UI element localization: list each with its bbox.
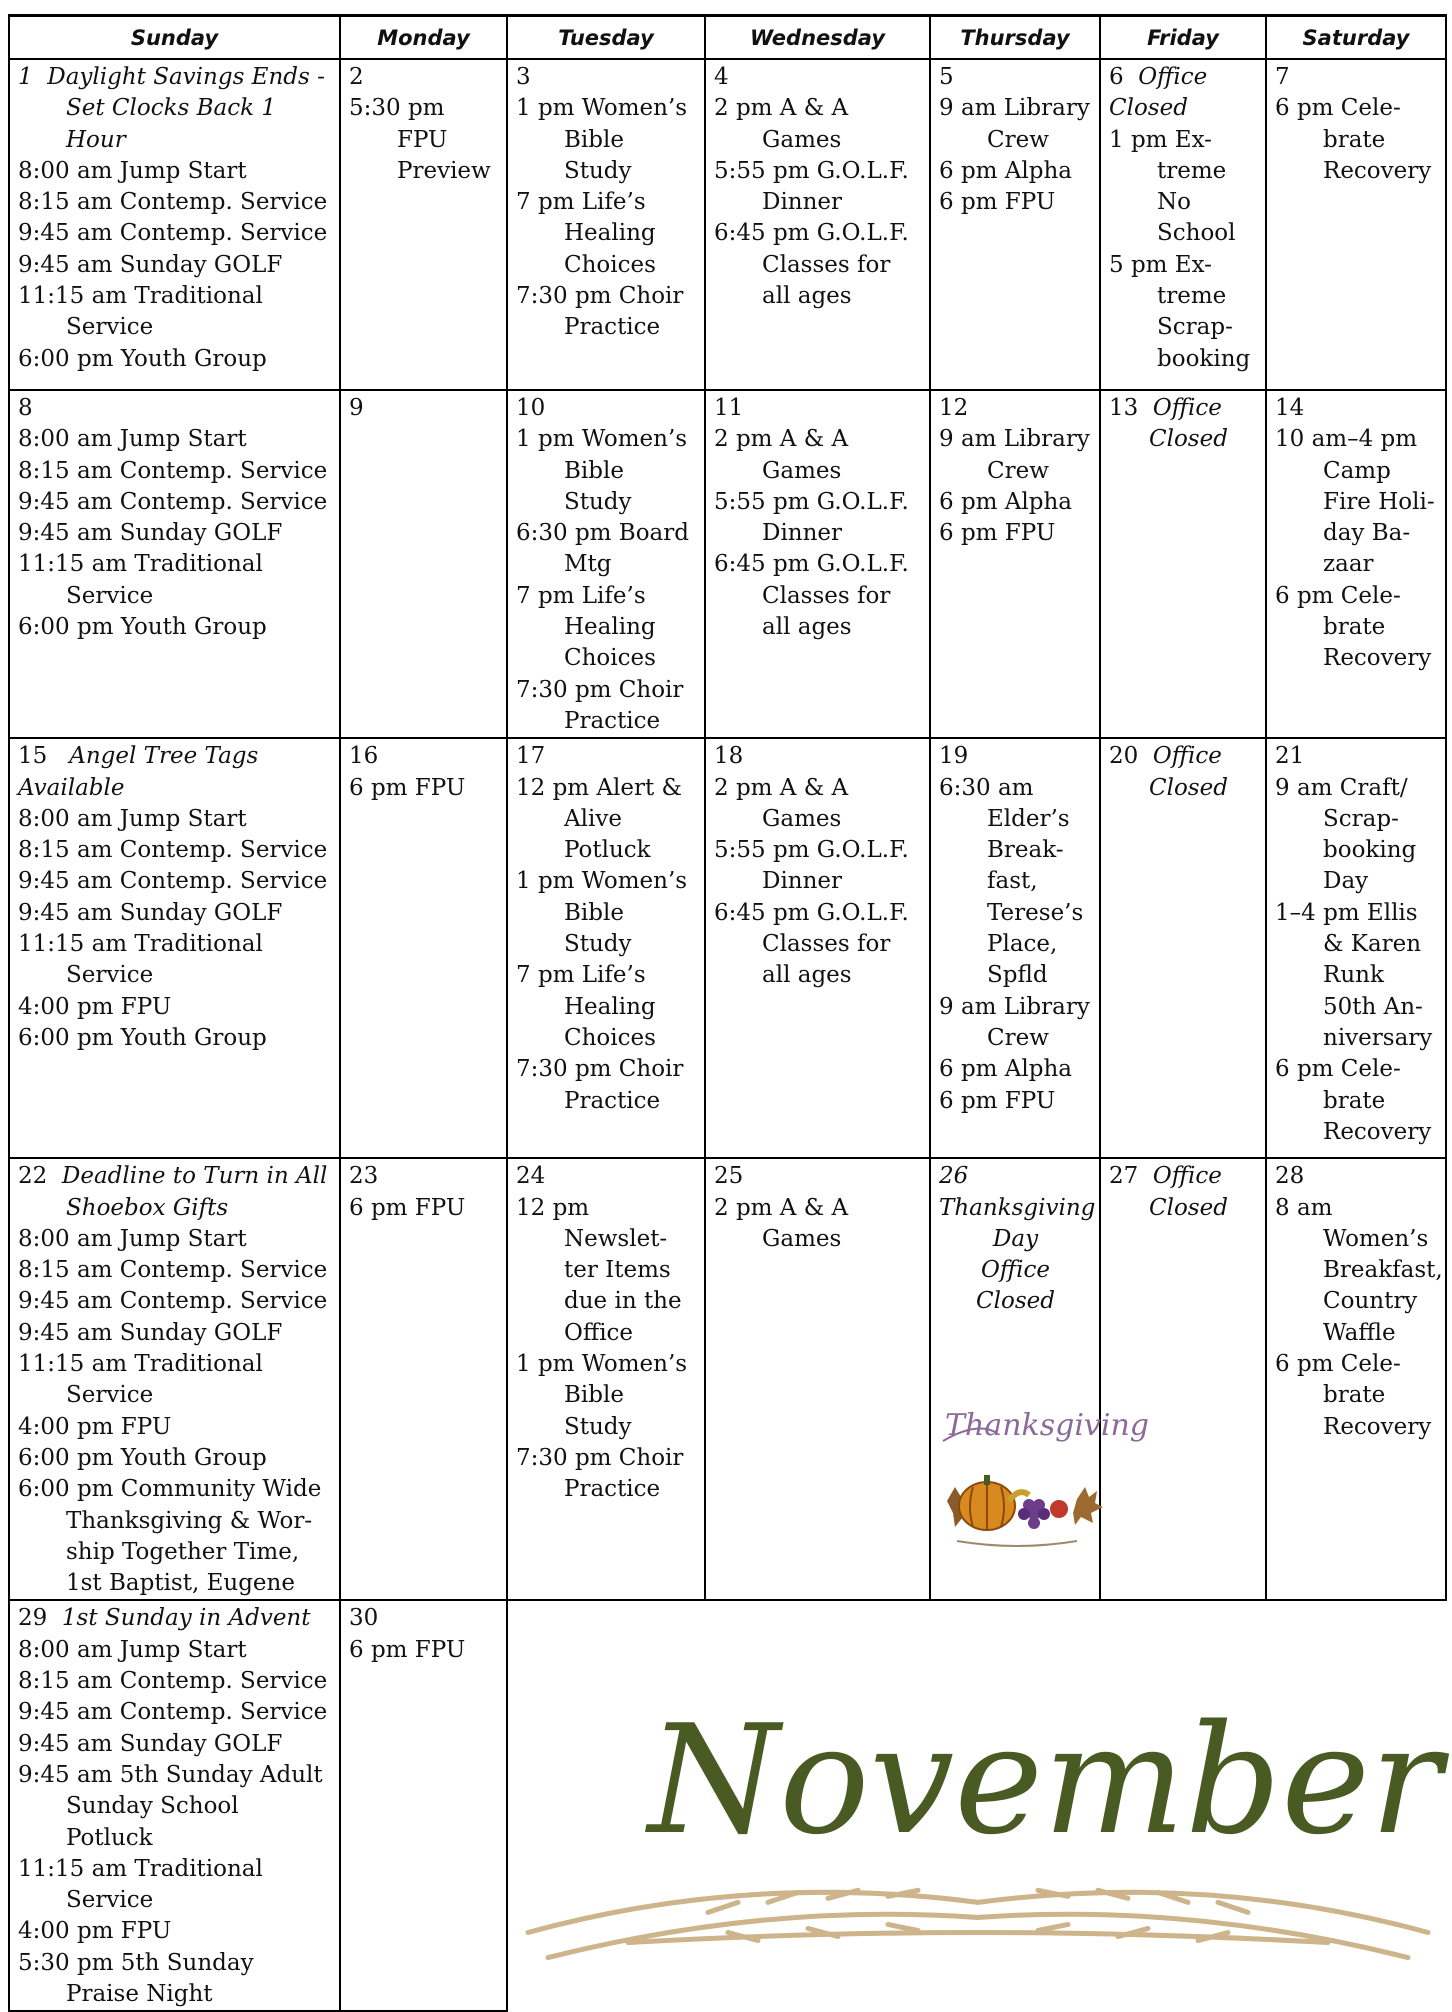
event-line: 9:45 am Contemp. Service (18, 488, 328, 515)
event-line: 4:00 pm FPU (18, 993, 172, 1020)
event-line: 5:30 pm FPU Preview (349, 95, 491, 184)
event-line: 12 pm Newslet- ter Items due in the Office (516, 1194, 682, 1346)
day-cell (1266, 59, 1446, 390)
day-cell (1100, 390, 1266, 738)
day-cell (1100, 1158, 1266, 1600)
event-line: 6 pm FPU (939, 520, 1056, 547)
event-line: 9:45 am Sunday GOLF (18, 1730, 283, 1757)
day-cell (1100, 59, 1266, 390)
day-note: Deadline to Turn in All Shoebox Gifts (61, 1163, 328, 1221)
day-number: 22 (18, 1163, 48, 1190)
event-line: 11:15 am Traditional Service (18, 1855, 263, 1914)
day-note: Thanksgiving Day (939, 1194, 1096, 1252)
event-line: 9:45 am 5th Sunday Adult Sunday School Potluck (18, 1761, 323, 1851)
day-number: 19 (939, 743, 969, 770)
event-line: 9:45 am Sunday GOLF (18, 899, 283, 926)
event-line: 4:00 pm FPU (18, 1918, 172, 1945)
event-line: 1 pm Ex- treme No School (1109, 126, 1236, 247)
event-line: 9:45 am Sunday GOLF (18, 520, 283, 547)
day-cell (930, 59, 1100, 390)
november-wheat-illustration (508, 1601, 1446, 2011)
week-row (9, 1600, 1446, 2011)
day-note: Office Closed (1149, 743, 1228, 801)
event-line: 6:00 pm Youth Group (18, 614, 267, 641)
day-number: 4 (714, 64, 729, 90)
day-cell (1266, 1158, 1446, 1600)
event-line: 8:15 am Contemp. Service (18, 1257, 328, 1284)
event-line: 1 pm Women’s Bible Study (516, 1351, 688, 1440)
event-line: 9:45 am Contemp. Service (18, 868, 328, 895)
header-tuesday: Tuesday (507, 16, 705, 60)
event-line: 7:30 pm Choir Practice (516, 283, 684, 341)
day-number: 28 (1275, 1163, 1305, 1190)
header-sunday: Sunday (9, 16, 340, 60)
event-line: 12 pm Alert & Alive Potluck (516, 774, 683, 864)
day-cell (507, 390, 705, 738)
day-note: Angel Tree Tags Available (18, 743, 259, 801)
event-line: 6 pm FPU (939, 189, 1056, 216)
thanksgiving-cornucopia-illustration (937, 1391, 1149, 1567)
wheat-icon (528, 1891, 1428, 1958)
day-cell (507, 1158, 705, 1600)
event-line: 6:45 pm G.O.L.F. Classes for all ages (714, 899, 909, 989)
event-line: 9:45 am Contemp. Service (18, 1699, 328, 1726)
day-cell (9, 1600, 340, 2011)
event-line: 6 pm FPU (939, 1087, 1056, 1114)
squash-icon (1009, 1492, 1029, 1501)
event-line: 2 pm A & A Games (714, 774, 849, 832)
day-number: 27 (1109, 1163, 1139, 1190)
day-note: 1st Sunday in Advent (61, 1605, 311, 1632)
day-note: Office Closed (1149, 395, 1228, 453)
week-row (9, 59, 1446, 390)
day-cell (340, 738, 507, 1158)
event-line: 8:00 am Jump Start (18, 1225, 247, 1252)
event-line: 7:30 pm Choir Practice (516, 1444, 684, 1503)
event-line: 8:15 am Contemp. Service (18, 189, 328, 216)
day-number: 15 (18, 743, 48, 770)
day-number: 13 (1109, 395, 1139, 421)
day-cell (9, 1158, 340, 1600)
day-cell (340, 390, 507, 738)
day-number: 23 (349, 1163, 379, 1190)
event-line: 4:00 pm FPU (18, 1413, 172, 1440)
header-thursday: Thursday (930, 16, 1100, 60)
event-line: 11:15 am Traditional Service (18, 931, 263, 989)
event-line: 2 pm A & A Games (714, 95, 849, 153)
day-cell (1266, 738, 1446, 1158)
event-line: 9 am Library Crew (939, 993, 1090, 1051)
event-line: 11:15 am Traditional Service (18, 283, 263, 341)
event-line: 8:00 am Jump Start (18, 1636, 247, 1663)
day-number: 17 (516, 743, 546, 770)
event-line: 8:15 am Contemp. Service (18, 1668, 328, 1695)
day-cell (9, 59, 340, 390)
day-number: 25 (714, 1163, 744, 1190)
event-line: 2 pm A & A Games (714, 1194, 849, 1252)
event-line: 6 pm Alpha (939, 488, 1073, 515)
day-number: 29 (18, 1605, 48, 1632)
event-line: 5:55 pm G.O.L.F. Dinner (714, 488, 909, 547)
day-cell (9, 390, 340, 738)
day-number: 8 (18, 395, 33, 421)
day-number: 24 (516, 1163, 546, 1190)
calendar-grid (8, 14, 1447, 2012)
day-cell (705, 390, 930, 738)
event-line: 1 pm Women’s Bible Study (516, 426, 688, 515)
event-line: 6 pm FPU (349, 1194, 466, 1221)
day-number: 7 (1275, 64, 1290, 90)
day-number: 3 (516, 64, 531, 90)
event-line: 8:00 am Jump Start (18, 157, 247, 184)
event-line: 6 pm Alpha (939, 157, 1073, 184)
week-row (9, 390, 1446, 738)
day-cell (705, 738, 930, 1158)
header-wednesday: Wednesday (705, 16, 930, 60)
event-line: 11:15 am Traditional Service (18, 1351, 263, 1409)
day-cell (705, 59, 930, 390)
event-line: 6 pm Cele- brate Recovery (1275, 582, 1432, 672)
day-number: 12 (939, 395, 969, 421)
day-cell (705, 1158, 930, 1600)
header-friday: Friday (1100, 16, 1266, 60)
event-line: 5:55 pm G.O.L.F. Dinner (714, 837, 909, 895)
event-line: 1 pm Women’s Bible Study (516, 95, 688, 184)
day-cell (340, 1600, 507, 2011)
day-cell (930, 738, 1100, 1158)
event-line: 6:30 pm Board Mtg (516, 520, 689, 578)
event-line: 9:45 am Contemp. Service (18, 220, 328, 247)
grapes-icon (1018, 1499, 1050, 1529)
week-row (9, 1158, 1446, 1600)
day-note: Office Closed (1109, 64, 1208, 122)
day-number: 16 (349, 743, 379, 770)
november-art-cell (507, 1600, 1446, 2011)
header-saturday: Saturday (1266, 16, 1446, 60)
event-line: 8:15 am Contemp. Service (18, 457, 328, 484)
day-cell (340, 59, 507, 390)
event-line: 1–4 pm Ellis & Karen Runk 50th An- niversary (1275, 899, 1433, 1051)
day-number: 2 (349, 64, 364, 90)
event-line: 6:45 pm G.O.L.F. Classes for all ages (714, 551, 909, 641)
day-number: 26 (939, 1163, 969, 1190)
day-cell (930, 390, 1100, 738)
event-line: 7 pm Life’s Healing Choices (516, 582, 656, 672)
day-number: 9 (349, 395, 364, 421)
event-line: 5:30 pm 5th Sunday Praise Night (18, 1949, 254, 2007)
event-line: 9 am Craft/ Scrap- booking Day (1275, 774, 1417, 895)
event-line: 6:30 am Elder’s Break- fast, Terese’s Place, Spfld (939, 774, 1084, 989)
header-monday: Monday (340, 16, 507, 60)
event-line: 5:55 pm G.O.L.F. Dinner (714, 157, 909, 216)
day-cell (507, 738, 705, 1158)
week-row (9, 738, 1446, 1158)
day-number: 21 (1275, 743, 1305, 770)
day-cell (507, 59, 705, 390)
event-line: 11:15 am Traditional Service (18, 551, 263, 609)
event-line: 9:45 am Contemp. Service (18, 1288, 328, 1315)
event-line: 10 am–4 pm Camp Fire Holi- day Ba- zaar (1275, 426, 1435, 578)
event-line: 7 pm Life’s Healing Choices (516, 962, 656, 1051)
event-line: 8:15 am Contemp. Service (18, 837, 328, 864)
event-line: 2 pm A & A Games (714, 426, 849, 484)
event-line: 6:00 pm Youth Group (18, 1024, 267, 1051)
day-number: 18 (714, 743, 744, 770)
day-cell (340, 1158, 507, 1600)
event-line: 9 am Library Crew (939, 95, 1090, 153)
event-line: 6:00 pm Youth Group (18, 1444, 267, 1471)
event-line: 5 pm Ex- treme Scrap- booking (1109, 251, 1251, 372)
event-line: 9 am Library Crew (939, 426, 1090, 484)
event-line: 6 pm Alpha (939, 1056, 1073, 1083)
event-line: 6 pm FPU (349, 774, 466, 801)
event-line: 9:45 am Sunday GOLF (18, 251, 283, 278)
event-line: 8:00 am Jump Start (18, 426, 247, 453)
thanksgiving-art-lettering: Thanksgiving (945, 1408, 1149, 1444)
day-number: 6 (1109, 64, 1124, 90)
day-note: Daylight Savings Ends - Set Clocks Back 1 Hour (47, 64, 325, 153)
event-line: 6 pm Cele- brate Recovery (1275, 1351, 1432, 1440)
event-line: 7:30 pm Choir Practice (516, 676, 684, 734)
day-number: 1 (18, 64, 33, 90)
event-line: 8:00 am Jump Start (18, 805, 247, 832)
day-note: Office Closed (1149, 1163, 1228, 1221)
event-line: 6 pm Cele- brate Recovery (1275, 95, 1432, 184)
day-number: 20 (1109, 743, 1139, 770)
event-line: 6:45 pm G.O.L.F. Classes for all ages (714, 220, 909, 310)
day-number: 14 (1275, 395, 1305, 421)
day-cell (9, 738, 340, 1158)
event-line: 6 pm FPU (349, 1636, 466, 1663)
event-line: 6:00 pm Community Wide Thanksgiving & Wor- ship Together Time, 1st Baptist, Eugene (18, 1476, 322, 1597)
day-cell (1100, 738, 1266, 1158)
day-number: 30 (349, 1605, 379, 1632)
event-line: 1 pm Women’s Bible Study (516, 868, 688, 958)
day-number: 10 (516, 395, 546, 421)
event-line: 6:00 pm Youth Group (18, 345, 267, 372)
day-note: Office Closed (976, 1257, 1055, 1315)
day-number: 5 (939, 64, 954, 90)
pumpkin-icon (959, 1475, 1015, 1530)
event-line: 8 am Women’s Breakfast, Country Waffle (1275, 1194, 1443, 1346)
event-line: 9:45 am Sunday GOLF (18, 1319, 283, 1346)
day-number: 11 (714, 395, 744, 421)
event-line: 7:30 pm Choir Practice (516, 1056, 684, 1114)
weekday-header-row (9, 16, 1446, 60)
day-cell (1266, 390, 1446, 738)
event-line: 6 pm Cele- brate Recovery (1275, 1056, 1432, 1145)
event-line: 7 pm Life’s Healing Choices (516, 189, 656, 278)
apple-icon (1050, 1500, 1068, 1518)
november-art-lettering: November (648, 1693, 1442, 1869)
